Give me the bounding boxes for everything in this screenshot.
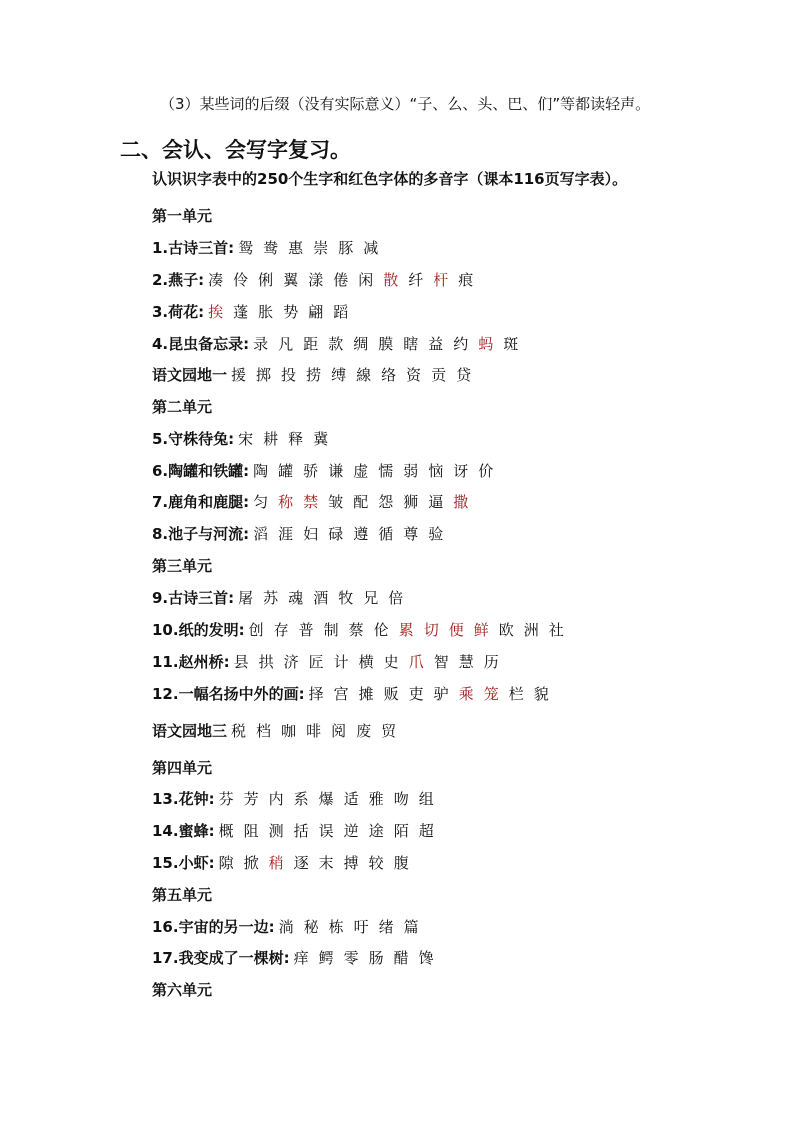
char-list: [279, 918, 429, 936]
unit-heading-2: 第二单元: [152, 398, 213, 416]
character: 洲: [523, 621, 539, 639]
character: 计: [333, 653, 349, 671]
lesson-row: [152, 792, 444, 807]
char-list: [231, 366, 481, 384]
character: 滔: [253, 525, 269, 543]
unit-heading-6: 第六单元: [152, 981, 213, 999]
character: 骄: [303, 462, 319, 480]
lesson-row: [152, 687, 559, 702]
character: 税: [231, 722, 247, 740]
character: 贷: [456, 366, 472, 384]
polyphone-character: 禁: [303, 493, 319, 511]
character: 贩: [383, 685, 399, 703]
character: 斑: [503, 335, 519, 353]
polyphone-character: 散: [383, 271, 399, 289]
character: 胀: [258, 303, 274, 321]
character: 价: [478, 462, 494, 480]
intro-text: 认识识字表中的250个生字和红色字体的多音字（课本116页写字表）。: [152, 170, 628, 188]
character: 社: [548, 621, 564, 639]
lesson-row: [152, 305, 358, 320]
character: 苏: [263, 589, 279, 607]
polyphone-character: 撒: [453, 493, 469, 511]
character: 阻: [243, 822, 259, 840]
character: 误: [318, 822, 334, 840]
character: 肠: [368, 949, 384, 967]
char-list: [238, 430, 338, 448]
character: 芳: [243, 790, 259, 808]
character: 搏: [343, 854, 359, 872]
lesson-label: 语文园地一: [152, 366, 228, 384]
character: 款: [328, 335, 344, 353]
character: 济: [283, 653, 299, 671]
character: 宫: [333, 685, 349, 703]
character: 超: [418, 822, 434, 840]
character: 痕: [458, 271, 474, 289]
char-list: [231, 722, 406, 740]
character: 皱: [328, 493, 344, 511]
character: 隙: [218, 854, 234, 872]
character: 宋: [238, 430, 254, 448]
char-list: [249, 621, 574, 639]
character: 狮: [403, 493, 419, 511]
character: 凡: [278, 335, 294, 353]
character: 智: [433, 653, 449, 671]
character: 末: [318, 854, 334, 872]
character: 横: [358, 653, 374, 671]
character: 倦: [333, 271, 349, 289]
character: 创: [248, 621, 264, 639]
character: 爆: [318, 790, 334, 808]
character: 测: [268, 822, 284, 840]
character: 距: [303, 335, 319, 353]
character: 谦: [328, 462, 344, 480]
polyphone-character: 稍: [268, 854, 284, 872]
character: 翩: [308, 303, 324, 321]
lesson-label: 2.燕子:: [152, 271, 205, 289]
character: 醋: [393, 949, 409, 967]
character: 适: [343, 790, 359, 808]
lesson-label: 3.荷花:: [152, 303, 205, 321]
character: 兄: [363, 589, 379, 607]
character: 约: [453, 335, 469, 353]
character: 牧: [338, 589, 354, 607]
character: 配: [353, 493, 369, 511]
lesson-label: 9.古诗三首:: [152, 589, 235, 607]
character: 益: [428, 335, 444, 353]
lesson-row: [152, 724, 406, 739]
lesson-label: 13.花钟:: [152, 790, 215, 808]
lesson-label: 7.鹿角和鹿腿:: [152, 493, 250, 511]
character: 绸: [353, 335, 369, 353]
character: 豚: [338, 239, 354, 257]
character: 络: [381, 366, 397, 384]
character: 缚: [331, 366, 347, 384]
unit-heading-3: 第三单元: [152, 557, 213, 575]
lesson-row: [152, 273, 483, 288]
lesson-row: [152, 623, 574, 638]
character: 内: [268, 790, 284, 808]
lesson-label: 17.我变成了一棵树:: [152, 949, 290, 967]
character: 途: [368, 822, 384, 840]
character: 阅: [331, 722, 347, 740]
character: 陶: [253, 462, 269, 480]
character: 零: [343, 949, 359, 967]
character: 線: [356, 366, 372, 384]
character: 蹈: [333, 303, 349, 321]
character: 纤: [408, 271, 424, 289]
lesson-row: [152, 368, 481, 383]
char-list: [294, 949, 444, 967]
lesson-label: 5.守株待兔:: [152, 430, 235, 448]
character: 惠: [288, 239, 304, 257]
char-list: [309, 685, 559, 703]
polyphone-character: 笼: [483, 685, 499, 703]
polyphone-character: 称: [278, 493, 294, 511]
character: 腹: [393, 854, 409, 872]
character: 屠: [238, 589, 254, 607]
character: 俐: [258, 271, 274, 289]
character: 存: [273, 621, 289, 639]
character: 栏: [508, 685, 524, 703]
character: 组: [418, 790, 434, 808]
polyphone-character: 蚂: [478, 335, 494, 353]
character: 循: [378, 525, 394, 543]
character: 普: [298, 621, 314, 639]
char-list: [219, 790, 444, 808]
lesson-row: [152, 655, 509, 670]
char-list: [208, 271, 483, 289]
character: 尊: [403, 525, 419, 543]
lesson-label: 10.纸的发明:: [152, 621, 245, 639]
character: 耕: [263, 430, 279, 448]
character: 较: [368, 854, 384, 872]
character: 遵: [353, 525, 369, 543]
character: 罐: [278, 462, 294, 480]
character: 括: [293, 822, 309, 840]
lesson-row: [152, 856, 419, 871]
character: 县: [233, 653, 249, 671]
character: 涯: [278, 525, 294, 543]
character: 篇: [403, 918, 419, 936]
char-list: [253, 525, 453, 543]
character: 妇: [303, 525, 319, 543]
char-list: [238, 239, 388, 257]
character: 逐: [293, 854, 309, 872]
character: 势: [283, 303, 299, 321]
lesson-row: [152, 241, 388, 256]
lesson-row: [152, 495, 478, 510]
character: 鳄: [318, 949, 334, 967]
character: 概: [218, 822, 234, 840]
character: 释: [288, 430, 304, 448]
character: 秘: [303, 918, 319, 936]
character: 贸: [381, 722, 397, 740]
char-list: [208, 303, 358, 321]
char-list: [219, 854, 419, 872]
character: 吻: [393, 790, 409, 808]
character: 投: [281, 366, 297, 384]
polyphone-character: 挨: [208, 303, 224, 321]
polyphone-character: 累: [398, 621, 414, 639]
character: 减: [363, 239, 379, 257]
character: 资: [406, 366, 422, 384]
character: 栋: [328, 918, 344, 936]
character: 验: [428, 525, 444, 543]
character: 鸯: [263, 239, 279, 257]
character: 吏: [408, 685, 424, 703]
character: 掷: [256, 366, 272, 384]
character: 贡: [431, 366, 447, 384]
polyphone-character: 乘: [458, 685, 474, 703]
character: 废: [356, 722, 372, 740]
character: 咖: [281, 722, 297, 740]
char-list: [219, 822, 444, 840]
character: 慧: [458, 653, 474, 671]
character: 崇: [313, 239, 329, 257]
unit-heading-1: 第一单元: [152, 207, 213, 225]
lesson-label: 语文园地三: [152, 722, 228, 740]
lesson-label: 11.赵州桥:: [152, 653, 230, 671]
character: 历: [483, 653, 499, 671]
character: 貌: [533, 685, 549, 703]
lesson-row: [152, 920, 429, 935]
lesson-row: [152, 951, 444, 966]
light-tone-note: （3）某些词的后缀（没有实际意义）“子、么、头、巴、们”等都读轻声。: [160, 95, 651, 113]
character: 欧: [498, 621, 514, 639]
char-list: [234, 653, 509, 671]
char-list: [253, 493, 478, 511]
character: 掀: [243, 854, 259, 872]
character: 淌: [278, 918, 294, 936]
character: 匠: [308, 653, 324, 671]
character: 闲: [358, 271, 374, 289]
character: 择: [308, 685, 324, 703]
lesson-row: [152, 824, 444, 839]
character: 鸳: [238, 239, 254, 257]
lesson-row: [152, 432, 338, 447]
lesson-label: 15.小虾:: [152, 854, 215, 872]
character: 驴: [433, 685, 449, 703]
character: 系: [293, 790, 309, 808]
polyphone-character: 爪: [408, 653, 424, 671]
lesson-row: [152, 464, 503, 479]
lesson-label: 1.古诗三首:: [152, 239, 235, 257]
lesson-label: 12.一幅名扬中外的画:: [152, 685, 305, 703]
character: 冀: [313, 430, 329, 448]
lesson-row: [152, 527, 453, 542]
polyphone-character: 杆: [433, 271, 449, 289]
character: 倍: [388, 589, 404, 607]
character: 档: [256, 722, 272, 740]
character: 捞: [306, 366, 322, 384]
character: 恼: [428, 462, 444, 480]
character: 拱: [258, 653, 274, 671]
character: 芬: [218, 790, 234, 808]
character: 蓬: [233, 303, 249, 321]
character: 酒: [313, 589, 329, 607]
character: 馋: [418, 949, 434, 967]
character: 漾: [308, 271, 324, 289]
character: 雅: [368, 790, 384, 808]
character: 史: [383, 653, 399, 671]
unit-heading-4: 第四单元: [152, 759, 213, 777]
character: 怨: [378, 493, 394, 511]
character: 凑: [208, 271, 224, 289]
character: 伦: [373, 621, 389, 639]
character: 虚: [353, 462, 369, 480]
character: 陌: [393, 822, 409, 840]
char-list: [238, 589, 413, 607]
char-list: [253, 462, 503, 480]
character: 逆: [343, 822, 359, 840]
character: 吁: [353, 918, 369, 936]
lesson-row: [152, 337, 528, 352]
character: 匀: [253, 493, 269, 511]
section-title: 二、会认、会写字复习。: [120, 138, 351, 162]
character: 碌: [328, 525, 344, 543]
char-list: [253, 335, 528, 353]
lesson-row: [152, 591, 413, 606]
character: 摊: [358, 685, 374, 703]
character: 逼: [428, 493, 444, 511]
lesson-label: 8.池子与河流:: [152, 525, 250, 543]
character: 魂: [288, 589, 304, 607]
character: 膜: [378, 335, 394, 353]
character: 瞎: [403, 335, 419, 353]
character: 绪: [378, 918, 394, 936]
lesson-label: 6.陶罐和铁罐:: [152, 462, 250, 480]
character: 痒: [293, 949, 309, 967]
character: 援: [231, 366, 247, 384]
polyphone-character: 便: [448, 621, 464, 639]
character: 翼: [283, 271, 299, 289]
character: 讶: [453, 462, 469, 480]
unit-heading-5: 第五单元: [152, 886, 213, 904]
character: 蔡: [348, 621, 364, 639]
character: 弱: [403, 462, 419, 480]
character: 懦: [378, 462, 394, 480]
character: 伶: [233, 271, 249, 289]
character: 啡: [306, 722, 322, 740]
polyphone-character: 切: [423, 621, 439, 639]
polyphone-character: 鲜: [473, 621, 489, 639]
character: 制: [323, 621, 339, 639]
lesson-label: 14.蜜蜂:: [152, 822, 215, 840]
character: 录: [253, 335, 269, 353]
lesson-label: 4.昆虫备忘录:: [152, 335, 250, 353]
lesson-label: 16.宇宙的另一边:: [152, 918, 275, 936]
